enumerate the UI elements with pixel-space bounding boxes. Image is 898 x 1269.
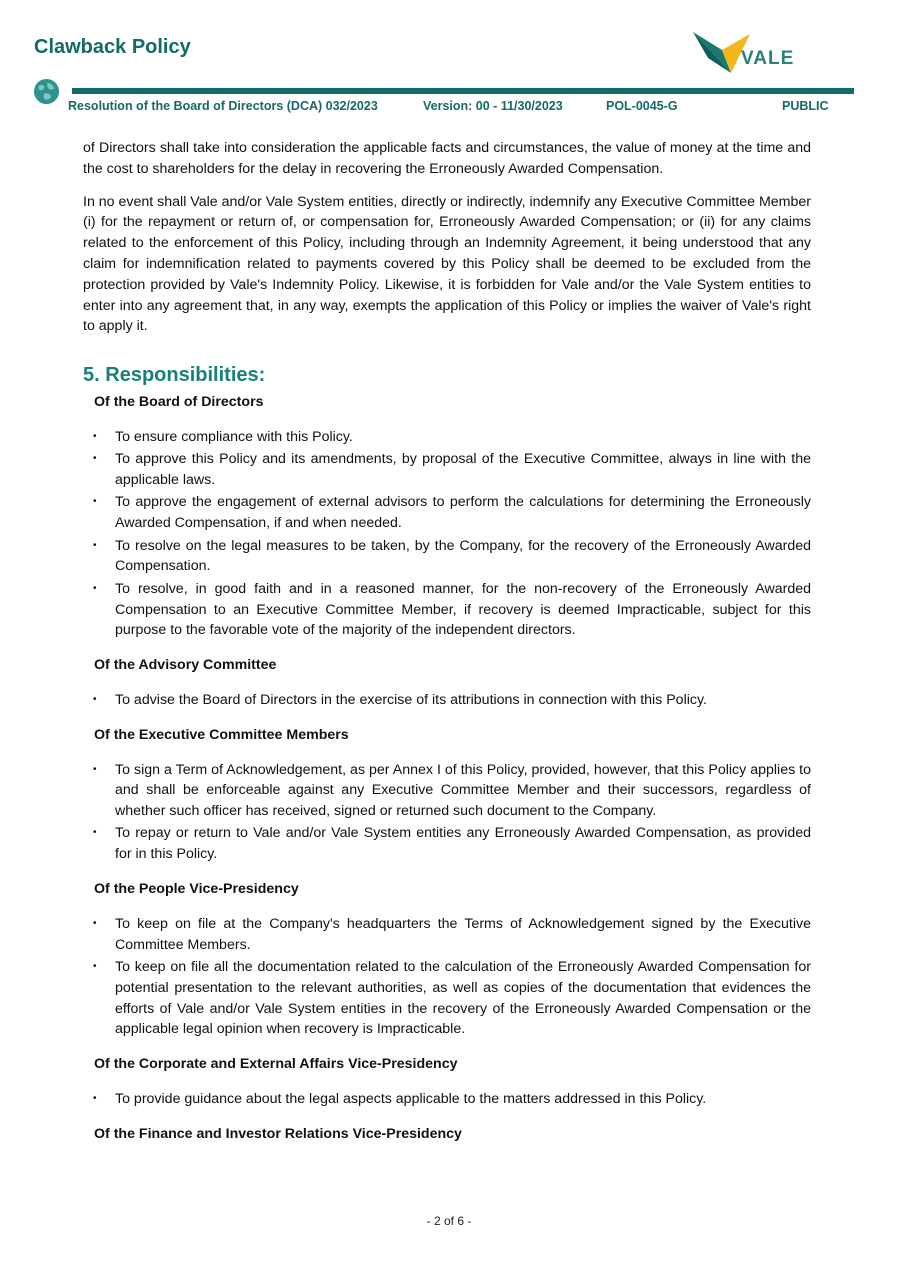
subheading-corporate: Of the Corporate and External Affairs Vice-Presidency [94, 1056, 458, 1073]
version-label: Version: 00 - 11/30/2023 [423, 99, 563, 113]
resolution-label: Resolution of the Board of Directors (DCA) 032/2023 [68, 99, 378, 113]
page-number: - 2 of 6 - [426, 1214, 472, 1228]
list-item: • To keep on file at the Company's headquarters the Terms of Acknowledgement signed by the Executive Committee Members. [83, 914, 811, 956]
vale-logo [690, 28, 810, 78]
header-rule [72, 88, 854, 94]
list-item: • To advise the Board of Directors in the exercise of its attributions in connection with this Policy. [83, 690, 811, 711]
subheading-advisory: Of the Advisory Committee [94, 657, 277, 674]
bullet-list [83, 914, 811, 1040]
document-body [83, 138, 811, 1159]
page-title: Clawback Policy [34, 36, 191, 58]
section-title: Responsibilities: [105, 364, 266, 387]
list-item: • To resolve on the legal measures to be taken, by the Company, for the recovery of the Erroneously Awarded Compensation. [83, 536, 811, 578]
paragraph: In no event shall Vale and/or Vale System entities, directly or indirectly, indemnify any Executive Committee Member (i) for the repayment or return of, or compensation for, Erroneously Awarded Compensation; or (ii) for any claims related to the enforcement of this Policy, including through an Indemnity Agreement, it being understood that any claim for indemnification related to payments covered by this Policy shall be deemed to be excluded from the protection provided by Vale's Indemnity Policy. Likewise, it is forbidden for Vale and/or the Vale System entities to enter into any agreement that, in any way, exempts the application of this Policy or implies the waiver of Vale's right to apply it. [83, 193, 811, 335]
bullet-list [83, 690, 811, 711]
policy-code: POL-0045-G [606, 99, 678, 113]
bullet-list [83, 427, 811, 641]
subheading-board: Of the Board of Directors [94, 393, 264, 410]
list-item: • To sign a Term of Acknowledgement, as per Annex I of this Policy, provided, however, that this Policy applies to and shall be enforceable against any Executive Committee Member and their successors, regardless of whether such officer has received, signed or returned such document to the Company. [83, 760, 811, 822]
list-item: • To resolve, in good faith and in a reasoned manner, for the non-recovery of the Erroneously Awarded Compensation to an Executive Committee Member, if recovery is deemed Impracticable, subject for this purpose to the favorable vote of the majority of the independent directors. [83, 579, 811, 641]
list-item: • To ensure compliance with this Policy. [83, 427, 811, 448]
subheading-executive: Of the Executive Committee Members [94, 726, 349, 743]
list-item: • To repay or return to Vale and/or Vale System entities any Erroneously Awarded Compensation, as provided for in this Policy. [83, 823, 811, 865]
section-heading [83, 365, 811, 386]
vale-logo-text: VALE [741, 48, 795, 69]
list-item: • To keep on file all the documentation related to the calculation of the Erroneously Awarded Compensation for potential presentation to the relevant authorities, as well as copies of the documentation that evidences the efforts of Vale and/or Vale System entities in the recovery of the Erroneously Awarded Compensation or the applicable legal opinion when recovery is Impracticable. [83, 957, 811, 1040]
subheading-people: Of the People Vice-Presidency [94, 881, 299, 898]
subheading-finance: Of the Finance and Investor Relations Vice-Presidency [94, 1125, 462, 1142]
bullet-list [83, 1089, 811, 1110]
section-number: 5. [83, 364, 100, 387]
globe-icon [33, 78, 60, 105]
list-item: • To provide guidance about the legal aspects applicable to the matters addressed in this Policy. [83, 1089, 811, 1110]
classification-label: PUBLIC [782, 99, 829, 113]
bullet-list [83, 760, 811, 866]
paragraph: of Directors shall take into consideration the applicable facts and circumstances, the value of money at the time and the cost to shareholders for the delay in recovering the Erroneously Awarded Compensation. [83, 140, 811, 177]
list-item: • To approve this Policy and its amendments, by proposal of the Executive Committee, always in line with the applicable laws. [83, 449, 811, 491]
list-item: • To approve the engagement of external advisors to perform the calculations for determining the Erroneously Awarded Compensation, if and when needed. [83, 492, 811, 534]
